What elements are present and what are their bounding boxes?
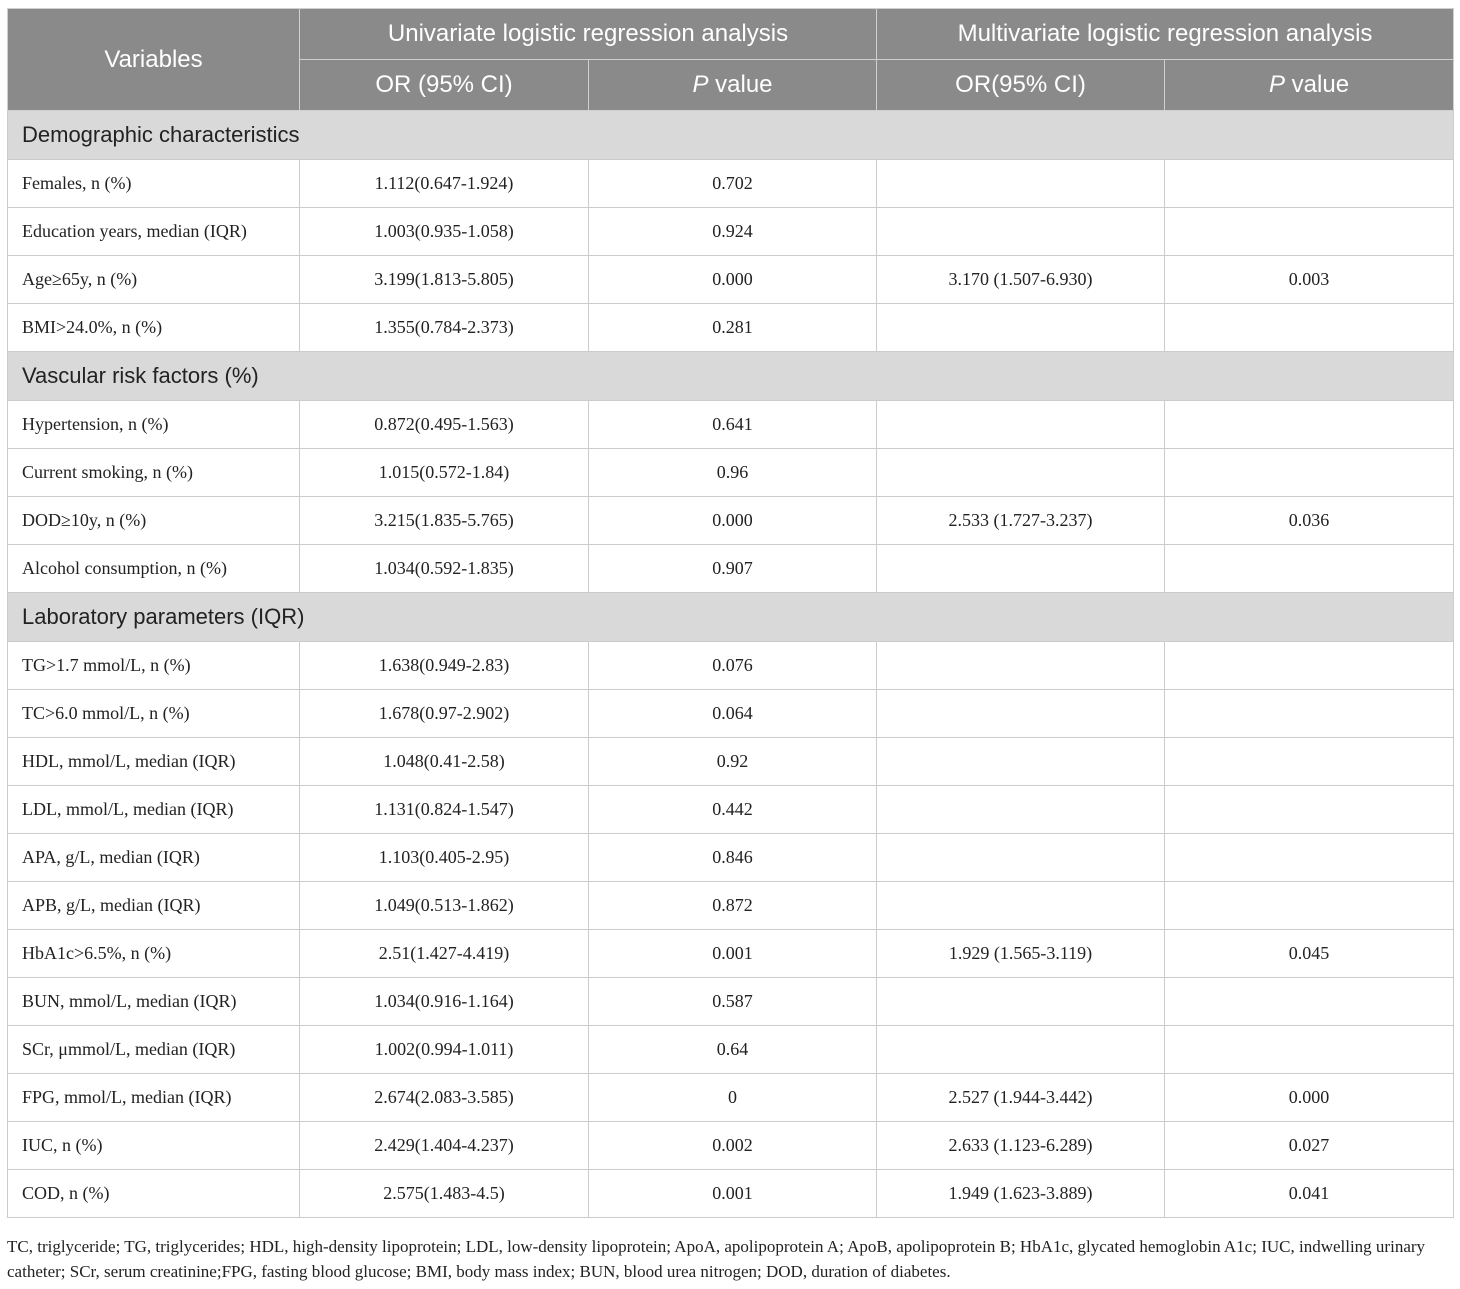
row-label: TC>6.0 mmol/L, n (%) <box>8 690 300 738</box>
header-univariate: Univariate logistic regression analysis <box>300 9 877 60</box>
multivariate-p-cell: 0.027 <box>1165 1122 1454 1170</box>
regression-table-container <box>7 8 1453 1218</box>
table-row <box>8 882 1454 930</box>
multivariate-or-cell <box>877 834 1165 882</box>
multivariate-or-cell <box>877 304 1165 352</box>
univariate-or-cell: 2.51(1.427-4.419) <box>300 930 589 978</box>
univariate-p-cell: 0.872 <box>589 882 877 930</box>
multivariate-p-cell <box>1165 160 1454 208</box>
univariate-p-cell: 0.846 <box>589 834 877 882</box>
univariate-or-cell: 1.003(0.935-1.058) <box>300 208 589 256</box>
univariate-or-cell: 1.015(0.572-1.84) <box>300 449 589 497</box>
row-label: Age≥65y, n (%) <box>8 256 300 304</box>
multivariate-or-cell <box>877 642 1165 690</box>
table-row <box>8 1074 1454 1122</box>
row-label: SCr, μmmol/L, median (IQR) <box>8 1026 300 1074</box>
multivariate-p-cell: 0.041 <box>1165 1170 1454 1218</box>
row-label: HDL, mmol/L, median (IQR) <box>8 738 300 786</box>
univariate-or-cell: 2.575(1.483-4.5) <box>300 1170 589 1218</box>
header-uni-p <box>589 60 877 111</box>
row-label: Females, n (%) <box>8 160 300 208</box>
multivariate-p-cell <box>1165 786 1454 834</box>
table-row <box>8 834 1454 882</box>
univariate-p-cell: 0.64 <box>589 1026 877 1074</box>
header-multi-p-italic: P <box>1268 71 1285 98</box>
table-row <box>8 401 1454 449</box>
multivariate-p-cell: 0.045 <box>1165 930 1454 978</box>
multivariate-or-cell <box>877 786 1165 834</box>
univariate-or-cell: 1.638(0.949-2.83) <box>300 642 589 690</box>
row-label: Education years, median (IQR) <box>8 208 300 256</box>
multivariate-p-cell <box>1165 208 1454 256</box>
univariate-or-cell: 2.429(1.404-4.237) <box>300 1122 589 1170</box>
table-row <box>8 786 1454 834</box>
table-row <box>8 1122 1454 1170</box>
table-row <box>8 978 1454 1026</box>
univariate-p-cell: 0.907 <box>589 545 877 593</box>
multivariate-or-cell: 1.949 (1.623-3.889) <box>877 1170 1165 1218</box>
univariate-or-cell: 1.103(0.405-2.95) <box>300 834 589 882</box>
multivariate-or-cell <box>877 449 1165 497</box>
univariate-p-cell: 0.064 <box>589 690 877 738</box>
row-label: DOD≥10y, n (%) <box>8 497 300 545</box>
row-label: TG>1.7 mmol/L, n (%) <box>8 642 300 690</box>
multivariate-or-cell <box>877 1026 1165 1074</box>
row-label: HbA1c>6.5%, n (%) <box>8 930 300 978</box>
section-title: Vascular risk factors (%) <box>8 352 1454 401</box>
univariate-or-cell: 3.215(1.835-5.765) <box>300 497 589 545</box>
table-row <box>8 1026 1454 1074</box>
multivariate-p-cell <box>1165 304 1454 352</box>
row-label: Alcohol consumption, n (%) <box>8 545 300 593</box>
univariate-or-cell: 1.112(0.647-1.924) <box>300 160 589 208</box>
multivariate-or-cell: 2.533 (1.727-3.237) <box>877 497 1165 545</box>
multivariate-p-cell <box>1165 642 1454 690</box>
multivariate-p-cell <box>1165 978 1454 1026</box>
multivariate-p-cell <box>1165 401 1454 449</box>
multivariate-p-cell: 0.000 <box>1165 1074 1454 1122</box>
table-row <box>8 738 1454 786</box>
section-row <box>8 352 1454 401</box>
row-label: BUN, mmol/L, median (IQR) <box>8 978 300 1026</box>
row-label: FPG, mmol/L, median (IQR) <box>8 1074 300 1122</box>
univariate-or-cell: 3.199(1.813-5.805) <box>300 256 589 304</box>
multivariate-or-cell: 3.170 (1.507-6.930) <box>877 256 1165 304</box>
univariate-p-cell: 0.641 <box>589 401 877 449</box>
multivariate-p-cell <box>1165 449 1454 497</box>
univariate-p-cell: 0.924 <box>589 208 877 256</box>
header-multivariate: Multivariate logistic regression analysis <box>877 9 1454 60</box>
univariate-or-cell: 1.048(0.41-2.58) <box>300 738 589 786</box>
univariate-or-cell: 1.131(0.824-1.547) <box>300 786 589 834</box>
header-uni-p-rest: value <box>708 71 773 98</box>
univariate-or-cell: 1.678(0.97-2.902) <box>300 690 589 738</box>
multivariate-or-cell <box>877 978 1165 1026</box>
multivariate-or-cell <box>877 882 1165 930</box>
table-row <box>8 304 1454 352</box>
univariate-or-cell: 1.034(0.592-1.835) <box>300 545 589 593</box>
multivariate-or-cell <box>877 401 1165 449</box>
multivariate-p-cell: 0.003 <box>1165 256 1454 304</box>
univariate-p-cell: 0 <box>589 1074 877 1122</box>
header-variables: Variables <box>8 9 300 111</box>
multivariate-p-cell <box>1165 882 1454 930</box>
univariate-or-cell: 2.674(2.083-3.585) <box>300 1074 589 1122</box>
univariate-or-cell: 1.034(0.916-1.164) <box>300 978 589 1026</box>
header-uni-p-italic: P <box>692 71 709 98</box>
univariate-p-cell: 0.96 <box>589 449 877 497</box>
table-row <box>8 160 1454 208</box>
univariate-p-cell: 0.281 <box>589 304 877 352</box>
header-multi-or: OR(95% CI) <box>877 60 1165 111</box>
univariate-p-cell: 0.000 <box>589 497 877 545</box>
section-row <box>8 593 1454 642</box>
univariate-or-cell: 0.872(0.495-1.563) <box>300 401 589 449</box>
header-uni-or: OR (95% CI) <box>300 60 589 111</box>
row-label: APA, g/L, median (IQR) <box>8 834 300 882</box>
univariate-p-cell: 0.702 <box>589 160 877 208</box>
table-body <box>8 111 1454 1218</box>
multivariate-or-cell <box>877 690 1165 738</box>
univariate-p-cell: 0.076 <box>589 642 877 690</box>
multivariate-or-cell <box>877 208 1165 256</box>
section-title: Demographic characteristics <box>8 111 1454 160</box>
row-label: Current smoking, n (%) <box>8 449 300 497</box>
table-row <box>8 497 1454 545</box>
multivariate-or-cell <box>877 738 1165 786</box>
table-row <box>8 449 1454 497</box>
univariate-p-cell: 0.001 <box>589 1170 877 1218</box>
multivariate-p-cell <box>1165 545 1454 593</box>
univariate-p-cell: 0.92 <box>589 738 877 786</box>
multivariate-or-cell: 1.929 (1.565-3.119) <box>877 930 1165 978</box>
row-label: APB, g/L, median (IQR) <box>8 882 300 930</box>
multivariate-or-cell <box>877 160 1165 208</box>
univariate-p-cell: 0.442 <box>589 786 877 834</box>
table-row <box>8 545 1454 593</box>
table-row <box>8 930 1454 978</box>
table-row <box>8 690 1454 738</box>
table-row <box>8 256 1454 304</box>
row-label: LDL, mmol/L, median (IQR) <box>8 786 300 834</box>
multivariate-p-cell <box>1165 738 1454 786</box>
multivariate-p-cell <box>1165 690 1454 738</box>
univariate-p-cell: 0.000 <box>589 256 877 304</box>
multivariate-p-cell: 0.036 <box>1165 497 1454 545</box>
univariate-p-cell: 0.587 <box>589 978 877 1026</box>
header-multi-p <box>1165 60 1454 111</box>
table-row <box>8 1170 1454 1218</box>
table-header <box>8 9 1454 111</box>
row-label: COD, n (%) <box>8 1170 300 1218</box>
section-row <box>8 111 1454 160</box>
table-row <box>8 642 1454 690</box>
univariate-or-cell: 1.355(0.784-2.373) <box>300 304 589 352</box>
multivariate-or-cell: 2.527 (1.944-3.442) <box>877 1074 1165 1122</box>
univariate-or-cell: 1.049(0.513-1.862) <box>300 882 589 930</box>
regression-table <box>7 8 1454 1218</box>
row-label: IUC, n (%) <box>8 1122 300 1170</box>
univariate-p-cell: 0.001 <box>589 930 877 978</box>
multivariate-or-cell <box>877 545 1165 593</box>
multivariate-or-cell: 2.633 (1.123-6.289) <box>877 1122 1165 1170</box>
multivariate-p-cell <box>1165 1026 1454 1074</box>
univariate-or-cell: 1.002(0.994-1.011) <box>300 1026 589 1074</box>
multivariate-p-cell <box>1165 834 1454 882</box>
table-footnote: TC, triglyceride; TG, triglycerides; HDL, high-density lipoprotein; LDL, low-density lipoprotein; ApoA, apolipoprotein A; ApoB, apolipoprotein B; HbA1c, glycated hemoglobin A1c; IUC, indwelling urinary catheter; SCr, serum creatinine;FPG, fasting blood glucose; BMI, body mass index; BUN, blood urea nitrogen; DOD, duration of diabetes. <box>7 1237 1426 1281</box>
section-title: Laboratory parameters (IQR) <box>8 593 1454 642</box>
row-label: BMI>24.0%, n (%) <box>8 304 300 352</box>
header-multi-p-rest: value <box>1285 71 1350 98</box>
row-label: Hypertension, n (%) <box>8 401 300 449</box>
table-row <box>8 208 1454 256</box>
univariate-p-cell: 0.002 <box>589 1122 877 1170</box>
